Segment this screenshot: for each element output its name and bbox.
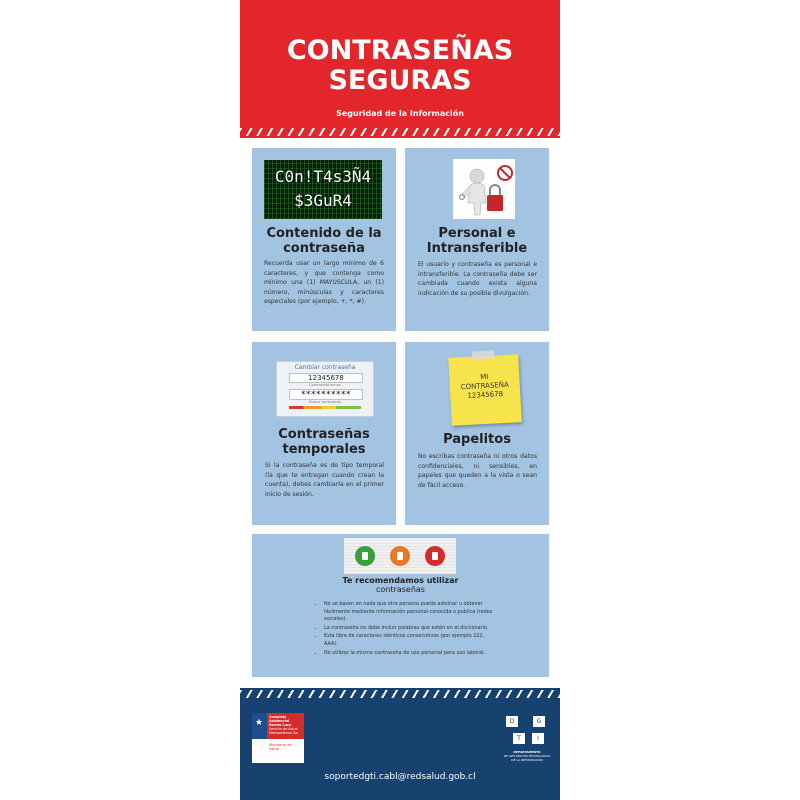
logo-text-line-5: Metropolitano Sur bbox=[269, 731, 299, 735]
widget-title: Cambiar contraseña bbox=[294, 364, 356, 371]
key-t: T bbox=[513, 733, 525, 744]
matrix-text-line-1: C0n!T4s3Ñ4 bbox=[274, 167, 372, 186]
card2-body: El usuario y contraseña es personal e intransferible. La contraseña debe ser cambiada cuando exista alguna indicación de su posible divulgación. bbox=[418, 261, 537, 297]
card2-heading-line-1: Personal e bbox=[438, 226, 516, 241]
dept-line-1: DEPARTAMENTO bbox=[513, 750, 541, 754]
card3-heading bbox=[252, 427, 396, 457]
recommendations-list bbox=[316, 601, 494, 658]
page-title bbox=[240, 36, 560, 96]
card-paper-notes bbox=[405, 342, 549, 525]
card-personal-nontransferable bbox=[405, 148, 549, 331]
card1-heading-line-2: contraseña bbox=[283, 241, 365, 256]
matrix-text-line-2: $3GuR4 bbox=[294, 191, 352, 210]
key-g: G bbox=[533, 716, 545, 727]
hospital-logo bbox=[252, 713, 304, 763]
green-lock-button-icon bbox=[355, 546, 375, 566]
card3-heading-line-1: Contraseñas bbox=[278, 427, 370, 442]
card4-heading: Papelitos bbox=[443, 432, 511, 447]
logo-text-line-4: Servicio de Salud bbox=[269, 727, 298, 731]
page-subtitle: Seguridad de la Información bbox=[336, 109, 464, 118]
card3-heading-line-2: temporales bbox=[282, 442, 366, 457]
ministry-line-1: Ministerio de bbox=[269, 743, 292, 747]
logo-text-line-2: Asistencial bbox=[269, 719, 290, 723]
dept-line-2: DE GESTIÓN EN TECNOLOGÍAS bbox=[503, 754, 551, 758]
orange-lock-button-icon bbox=[390, 546, 410, 566]
poster bbox=[240, 0, 560, 800]
traffic-light-buttons-image bbox=[344, 538, 456, 574]
sticky-tape bbox=[472, 350, 494, 359]
card-password-content bbox=[252, 148, 396, 331]
key-d: D bbox=[506, 716, 518, 727]
key-i: I bbox=[532, 733, 544, 744]
title-line-2: SEGURAS bbox=[328, 65, 472, 96]
widget-label-new: Nueva contraseña bbox=[309, 400, 341, 404]
card5-heading bbox=[252, 576, 549, 594]
card2-heading-line-2: Intransferible bbox=[426, 241, 528, 256]
figure-padlock-icon bbox=[453, 159, 515, 219]
header-banner bbox=[240, 0, 560, 138]
matrix-password-image bbox=[264, 160, 382, 219]
note-line-3: 12345678 bbox=[467, 390, 504, 400]
card-temporary-passwords bbox=[252, 342, 396, 525]
card1-heading-line-1: Contenido de la bbox=[266, 226, 382, 241]
note-line-2: CONTRASEÑA bbox=[460, 380, 510, 392]
support-email-link[interactable]: soportedgti.cabl@redsalud.gob.cl bbox=[324, 772, 476, 782]
note-line-1: MI bbox=[480, 372, 489, 382]
card5-heading-line-2: contraseñas bbox=[376, 585, 425, 594]
logo-text-line-1: Complejo bbox=[269, 715, 287, 719]
widget-current-value: 12345678 bbox=[289, 373, 363, 383]
figure-with-padlock-image bbox=[453, 159, 515, 219]
logo-text-line-3: Barros Luco bbox=[269, 723, 292, 727]
ministry-line-2: Salud bbox=[269, 747, 279, 751]
widget-masked-value: ********** bbox=[289, 389, 363, 400]
password-strength-meter bbox=[289, 406, 361, 409]
sticky-note-image bbox=[448, 354, 521, 426]
red-lock-button-icon bbox=[425, 546, 445, 566]
footer-stripe-divider bbox=[240, 690, 560, 698]
card5-heading-line-1: Te recomendamos utilizar bbox=[342, 576, 459, 585]
ministry-text bbox=[269, 743, 292, 751]
dept-line-3: DE LA INFORMACIÓN bbox=[511, 758, 543, 762]
card3-body: Si la contraseña es de tipo temporal (la que te entregan cuando crean la cuenta), debes cambiarla en el primer inicio de sesión. bbox=[265, 462, 384, 498]
list-item: • No se basen en nada que otra persona pueda adivinar u obtener fácilmente mediante información personal conocida o publica (redes sociales). bbox=[324, 601, 494, 624]
change-password-widget-image bbox=[276, 361, 374, 417]
card4-body: No escribas contraseña ni otros datos confidenciales, ni sensibles, en papeles que queden a la vista o sean de fácil acceso. bbox=[418, 453, 537, 489]
dept-name bbox=[494, 750, 560, 762]
card1-body: Recuerda usar un largo mínimo de 6 caracteres, y que contenga como mínimo una (1) MAYUSCULA, un (1) número, minúsculas y caracteres especiales (por ejemplo, +, *, #). bbox=[264, 260, 384, 306]
header-stripe-divider bbox=[240, 128, 560, 136]
list-item: • No utilizar la misma contraseña de uso personal para uso laboral. bbox=[324, 650, 494, 658]
title-line-1: CONTRASEÑAS bbox=[286, 35, 514, 66]
list-item: • Esta libre de caracteres idénticos consecutivos (por ejemplo 222, AAA). bbox=[324, 633, 494, 648]
footer bbox=[240, 688, 560, 800]
card1-heading bbox=[252, 226, 396, 256]
logo-star-icon: ★ bbox=[255, 718, 264, 728]
list-item: • La contraseña no debe incluir palabras que estén en el diccionario. bbox=[324, 625, 494, 633]
logo-text bbox=[269, 715, 298, 735]
card2-heading bbox=[405, 226, 549, 256]
widget-label-current: Contraseña actual bbox=[309, 383, 341, 387]
dgti-logo bbox=[502, 712, 552, 770]
